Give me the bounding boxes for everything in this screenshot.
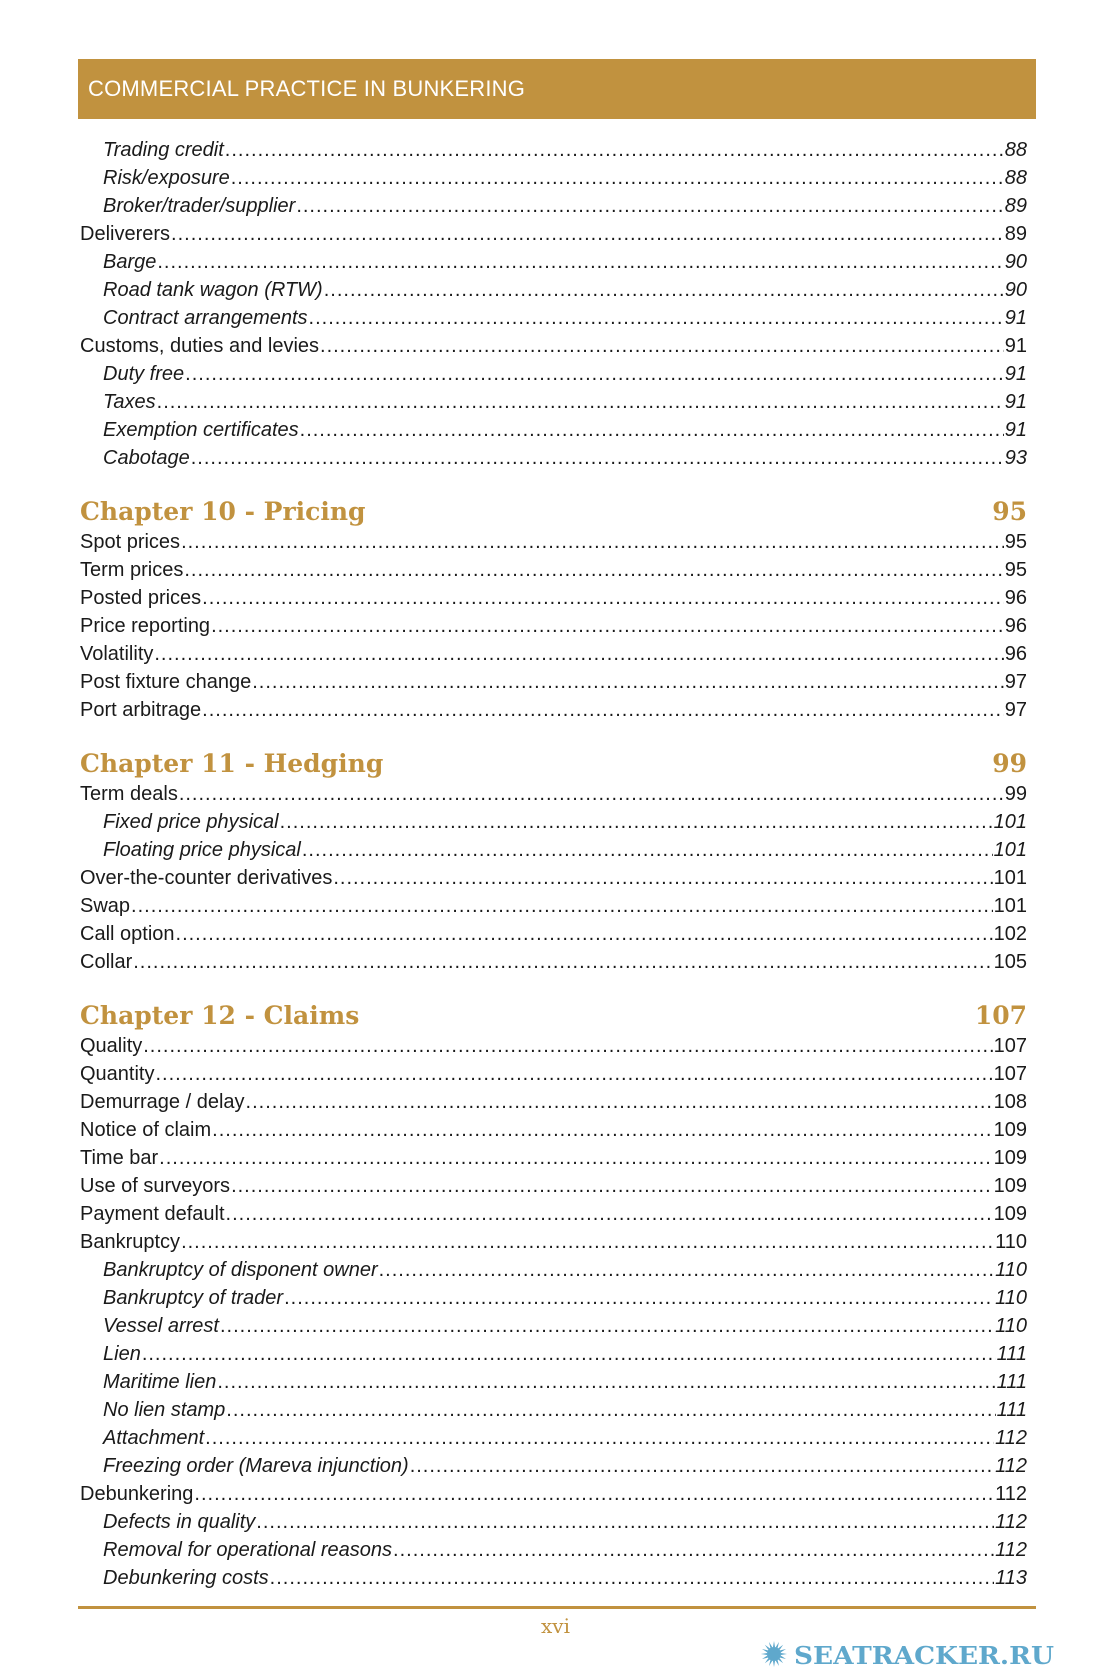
dot-leader (194, 1480, 994, 1508)
toc-entry[interactable] (80, 1536, 1027, 1564)
watermark-logo (760, 1640, 1060, 1668)
chapter-page: 95 (992, 497, 1027, 526)
entry-label: Post fixture change (80, 671, 252, 693)
entry-page: 97 (1004, 699, 1027, 721)
entry-page: 91 (1004, 363, 1027, 385)
entry-label: Notice of claim (80, 1119, 212, 1141)
entry-label: Payment default (80, 1203, 225, 1225)
dot-leader (157, 388, 1004, 416)
entry-label: Use of surveyors (80, 1175, 231, 1197)
entry-label: Port arbitrage (80, 699, 202, 721)
entry-page: 89 (1004, 195, 1027, 217)
entry-page: 91 (1004, 307, 1027, 329)
toc-entry[interactable] (80, 1228, 1027, 1256)
entry-label: Deliverers (80, 223, 171, 245)
dot-leader (309, 304, 1004, 332)
entry-page: 112 (995, 1539, 1027, 1561)
entry-page: 91 (1004, 391, 1027, 413)
entry-label: Bankruptcy of disponent owner (103, 1259, 378, 1281)
entry-label: Duty free (103, 363, 185, 385)
entry-page: 105 (993, 951, 1027, 973)
dot-leader (202, 584, 1004, 612)
sun-ray (776, 1642, 779, 1648)
toc-entry[interactable] (80, 640, 1027, 668)
toc-entry[interactable] (80, 304, 1027, 332)
toc-entry[interactable] (80, 1256, 1027, 1284)
toc-entry[interactable] (80, 1060, 1027, 1088)
entry-label: Trading credit (103, 139, 224, 161)
entry-label: Maritime lien (103, 1371, 217, 1393)
sun-ray (778, 1658, 783, 1663)
sun-icon (761, 1641, 787, 1667)
entry-label: Term deals (80, 783, 178, 805)
entry-page: 112 (995, 1455, 1027, 1477)
dot-leader (302, 836, 993, 864)
dot-leader (256, 1508, 994, 1536)
chapter-heading[interactable] (80, 1000, 1027, 1032)
entry-page: 112 (995, 1427, 1027, 1449)
toc-entry[interactable] (80, 136, 1027, 164)
entry-label: Call option (80, 923, 175, 945)
entry-page: 112 (995, 1511, 1027, 1533)
dot-leader (324, 276, 1004, 304)
toc-entry[interactable] (80, 220, 1027, 248)
sun-ray (773, 1661, 775, 1667)
entry-page: 90 (1004, 279, 1027, 301)
dot-leader (231, 164, 1004, 192)
toc-entry[interactable] (80, 836, 1027, 864)
dot-leader (133, 948, 992, 976)
sun-ray (762, 1649, 768, 1652)
toc-entry[interactable] (80, 1172, 1027, 1200)
toc-entry[interactable] (80, 696, 1027, 724)
entry-page: 109 (993, 1175, 1027, 1197)
entry-label: Fixed price physical (103, 811, 279, 833)
dot-leader (155, 1060, 992, 1088)
entry-label: Lien (103, 1343, 141, 1365)
entry-page: 101 (993, 895, 1027, 917)
sun-ray (778, 1645, 783, 1650)
dot-leader (181, 1228, 994, 1256)
toc-entry[interactable] (80, 528, 1027, 556)
entry-label: Exemption certificates (103, 419, 299, 441)
toc-entry[interactable] (80, 248, 1027, 276)
dot-leader (142, 1340, 996, 1368)
entry-label: Risk/exposure (103, 167, 230, 189)
dot-leader (205, 1424, 994, 1452)
dot-leader (226, 1396, 995, 1424)
sun-ray (780, 1649, 786, 1652)
dot-leader (410, 1452, 994, 1480)
chapter-title: Chapter 10 - Pricing (80, 497, 366, 526)
entry-label: No lien stamp (103, 1399, 226, 1421)
entry-label: Broker/trader/supplier (103, 195, 296, 217)
toc-entry[interactable] (80, 584, 1027, 612)
entry-page: 111 (996, 1371, 1027, 1393)
dot-leader (184, 556, 1003, 584)
dot-leader (225, 136, 1004, 164)
toc-entry[interactable] (80, 1284, 1027, 1312)
entry-page: 109 (993, 1147, 1027, 1169)
entry-label: Debunkering (80, 1483, 194, 1505)
chapter-title: Chapter 12 - Claims (80, 1001, 360, 1030)
toc-entry[interactable] (80, 1088, 1027, 1116)
entry-page: 111 (996, 1399, 1027, 1421)
dot-leader (171, 220, 1004, 248)
sun-ray (762, 1656, 768, 1659)
entry-page: 111 (996, 1343, 1027, 1365)
dot-leader (284, 1284, 994, 1312)
entry-page: 88 (1004, 139, 1027, 161)
chapter-page: 99 (992, 749, 1027, 778)
entry-page: 107 (993, 1035, 1027, 1057)
entry-label: Barge (103, 251, 157, 273)
entry-page: 107 (993, 1063, 1027, 1085)
entry-page: 110 (995, 1231, 1027, 1253)
chapter-heading[interactable] (80, 496, 1027, 528)
entry-label: Swap (80, 895, 131, 917)
dot-leader (143, 1032, 992, 1060)
entry-label: Posted prices (80, 587, 202, 609)
entry-label: Time bar (80, 1147, 159, 1169)
toc-entry[interactable] (80, 864, 1027, 892)
sun-ray (780, 1656, 786, 1659)
entry-label: Cabotage (103, 447, 190, 469)
toc-entry[interactable] (80, 892, 1027, 920)
toc-entry[interactable] (80, 1340, 1027, 1368)
dot-leader (191, 444, 1004, 472)
dot-leader (296, 192, 1003, 220)
dot-leader (154, 640, 1003, 668)
dot-leader (212, 1116, 992, 1144)
entry-label: Freezing order (Mareva injunction) (103, 1455, 409, 1477)
dot-leader (157, 248, 1003, 276)
entry-page: 101 (993, 839, 1027, 861)
dot-leader (176, 920, 993, 948)
entry-page: 109 (993, 1119, 1027, 1141)
sun-ray (773, 1641, 775, 1647)
chapter-title: Chapter 11 - Hedging (80, 749, 384, 778)
dot-leader (300, 416, 1004, 444)
toc-entry[interactable] (80, 556, 1027, 584)
entry-label: Term prices (80, 559, 184, 581)
entry-page: 96 (1004, 615, 1027, 637)
entry-label: Quantity (80, 1063, 155, 1085)
toc-entry[interactable] (80, 1200, 1027, 1228)
entry-page: 102 (993, 923, 1027, 945)
dot-leader (379, 1256, 995, 1284)
dot-leader (393, 1536, 994, 1564)
sun-ray (765, 1658, 770, 1663)
toc-entry[interactable] (80, 1452, 1027, 1480)
toc-entry[interactable] (80, 164, 1027, 192)
toc-entry[interactable] (80, 1480, 1027, 1508)
entry-label: Customs, duties and levies (80, 335, 320, 357)
toc-entry[interactable] (80, 948, 1027, 976)
entry-page: 95 (1004, 531, 1027, 553)
dot-leader (333, 864, 992, 892)
entry-page: 91 (1004, 335, 1027, 357)
entry-page: 96 (1004, 587, 1027, 609)
entry-page: 112 (995, 1483, 1027, 1505)
entry-page: 99 (1004, 783, 1027, 805)
toc-entry[interactable] (80, 276, 1027, 304)
entry-label: Vessel arrest (103, 1315, 219, 1337)
dot-leader (131, 892, 993, 920)
entry-label: Demurrage / delay (80, 1091, 245, 1113)
dot-leader (220, 1312, 994, 1340)
entry-label: Floating price physical (103, 839, 301, 861)
entry-page: 101 (993, 867, 1027, 889)
sun-ray (769, 1660, 772, 1666)
entry-page: 96 (1004, 643, 1027, 665)
entry-page: 110 (995, 1315, 1027, 1337)
dot-leader (179, 780, 1004, 808)
toc-entry[interactable] (80, 332, 1027, 360)
entry-label: Removal for operational reasons (103, 1539, 393, 1561)
toc-entry[interactable] (80, 1424, 1027, 1452)
entry-label: Taxes (103, 391, 156, 413)
chapter-heading[interactable] (80, 748, 1027, 780)
toc-entry[interactable] (80, 360, 1027, 388)
entry-page: 88 (1004, 167, 1027, 189)
toc-entry[interactable] (80, 808, 1027, 836)
toc-entry[interactable] (80, 192, 1027, 220)
toc-entry[interactable] (80, 1032, 1027, 1060)
toc-entry[interactable] (80, 444, 1027, 472)
running-header (78, 59, 1036, 119)
dot-leader (202, 696, 1004, 724)
toc-entry[interactable] (80, 612, 1027, 640)
entry-label: Quality (80, 1035, 143, 1057)
dot-leader (217, 1368, 995, 1396)
entry-page: 93 (1004, 447, 1027, 469)
entry-label: Collar (80, 951, 133, 973)
sun-ray (776, 1660, 779, 1666)
entry-label: Bankruptcy of trader (103, 1287, 284, 1309)
entry-page: 113 (995, 1567, 1027, 1589)
sun-ray (765, 1645, 770, 1650)
dot-leader (185, 360, 1004, 388)
entry-label: Debunkering costs (103, 1567, 269, 1589)
dot-leader (231, 1172, 993, 1200)
entry-page: 108 (993, 1091, 1027, 1113)
dot-leader (252, 668, 1004, 696)
toc-entry[interactable] (80, 920, 1027, 948)
dot-leader (211, 612, 1004, 640)
toc-entry[interactable] (80, 1396, 1027, 1424)
dot-leader (226, 1200, 993, 1228)
entry-label: Attachment (103, 1427, 205, 1449)
entry-label: Road tank wagon (RTW) (103, 279, 323, 301)
entry-page: 89 (1004, 223, 1027, 245)
toc-entry[interactable] (80, 780, 1027, 808)
entry-label: Spot prices (80, 531, 181, 553)
dot-leader (181, 528, 1004, 556)
entry-label: Over-the-counter derivatives (80, 867, 333, 889)
dot-leader (270, 1564, 994, 1592)
toc-entry[interactable] (80, 388, 1027, 416)
dot-leader (246, 1088, 993, 1116)
toc-entry[interactable] (80, 1144, 1027, 1172)
entry-page: 109 (993, 1203, 1027, 1225)
entry-page: 110 (995, 1287, 1027, 1309)
entry-page: 91 (1004, 419, 1027, 441)
dot-leader (280, 808, 993, 836)
toc-entry[interactable] (80, 1116, 1027, 1144)
footer-divider (78, 1606, 1036, 1609)
book-title: COMMERCIAL PRACTICE IN BUNKERING (88, 76, 526, 101)
entry-label: Volatility (80, 643, 154, 665)
entry-label: Bankruptcy (80, 1231, 181, 1253)
toc-entry[interactable] (80, 668, 1027, 696)
entry-page: 90 (1004, 251, 1027, 273)
entry-label: Defects in quality (103, 1511, 256, 1533)
dot-leader (320, 332, 1004, 360)
toc-entry[interactable] (80, 1368, 1027, 1396)
sun-ray (781, 1653, 787, 1655)
chapter-page: 107 (974, 1001, 1027, 1030)
svg-text:SEATRACKER.RU: SEATRACKER.RU (794, 1641, 1055, 1668)
entry-page: 95 (1004, 559, 1027, 581)
page-number: xvi (541, 1614, 570, 1638)
sun-ray (769, 1642, 772, 1648)
entry-page: 110 (995, 1259, 1027, 1281)
toc-entry[interactable] (80, 416, 1027, 444)
toc-entry[interactable] (80, 1564, 1027, 1592)
toc-entry[interactable] (80, 1312, 1027, 1340)
toc-entry[interactable] (80, 1508, 1027, 1536)
sun-ray (761, 1653, 767, 1655)
entry-page: 101 (993, 811, 1027, 833)
entry-page: 97 (1004, 671, 1027, 693)
entry-label: Price reporting (80, 615, 211, 637)
table-of-contents (80, 136, 1027, 1592)
entry-label: Contract arrangements (103, 307, 308, 329)
dot-leader (159, 1144, 992, 1172)
